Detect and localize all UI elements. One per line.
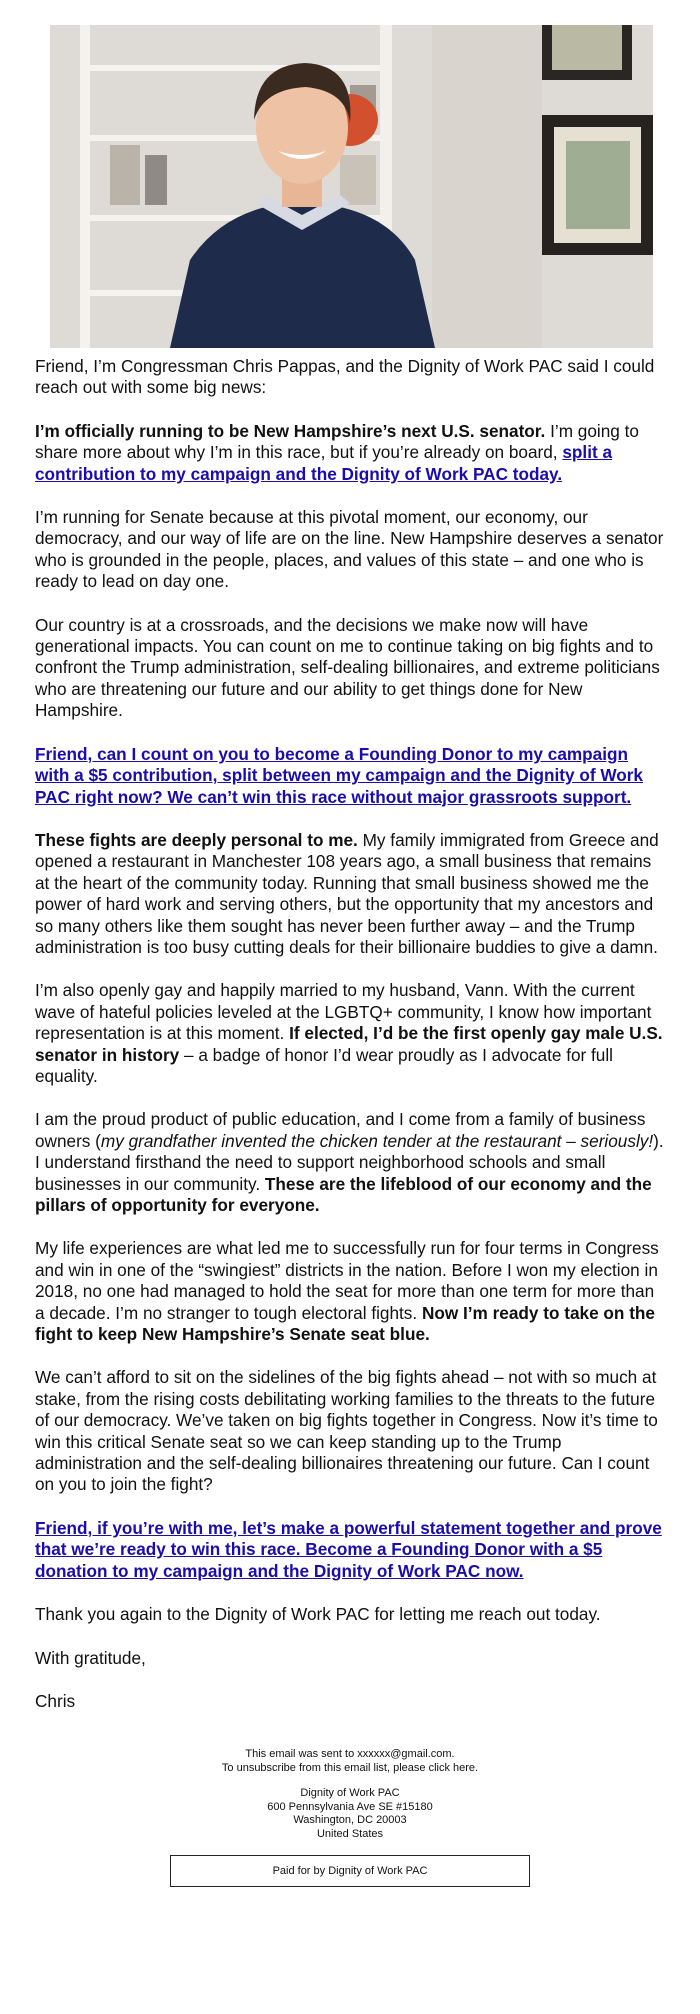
crossroads-paragraph: Our country is at a crossroads, and the decisions we make now will have generational impacts. You can count on me to continue taking on big fights and to confront the Trump administration, self-dealing billionaires, and extreme politicians who are threatening our future and our ability to get things done for New Hampshire.: [35, 614, 660, 721]
split-contribution-link[interactable]: split a contribution to my campaign and the Dignity of Work PAC today.: [35, 442, 613, 484]
unsubscribe-suffix: .: [475, 1761, 479, 1774]
personal-text: My family immigrated from Greece and opened a restaurant in Manchester 108 years ago, a small business that remains at the heart of the community today. Running that small business showed me the power of hard work and serving others, but the opportunity that my ancestors and so many others like them sought has never been further away – and the Trump administration is too busy cutting deals for their billionaire buddies to give a damn.: [35, 829, 659, 957]
email-body: [0, 356, 700, 1712]
email-footer: [0, 1748, 700, 1887]
unsubscribe-link[interactable]: click here: [428, 1761, 476, 1774]
address-line-2: Washington, DC 20003: [293, 1814, 407, 1827]
equality-bold: If elected, I’d be the first openly gay male U.S. senator in history: [35, 1023, 663, 1065]
footer-unsubscribe-block: [0, 1748, 700, 1775]
education-text-2: ). I understand firsthand the need to support neighborhood schools and small businesses in our community.: [35, 1130, 664, 1194]
education-bold: These are the lifeblood of our economy and the pillars of opportunity for everyone.: [35, 1173, 652, 1215]
closing-line: With gratitude,: [35, 1647, 146, 1668]
equality-text-2: – a badge of honor I’d wear proudly as I advocate for full equality.: [35, 1044, 613, 1086]
powerful-statement-cta-paragraph: [35, 1518, 665, 1582]
education-paragraph: [35, 1109, 665, 1216]
org-name: Dignity of Work PAC: [300, 1787, 400, 1800]
education-text-1: I am the proud product of public education, and I come from a family of business owners (: [35, 1109, 646, 1151]
unsubscribe-line: [0, 1762, 700, 1776]
announcement-paragraph: [35, 421, 665, 485]
donate-now-link[interactable]: Friend, if you’re with me, let’s make a powerful statement together and prove that we’re ready to win this race. Become a Founding Donor with a $5 donation to my campaign and the Dignity of Work PAC now.: [35, 1517, 662, 1581]
address-line-1: 600 Pennsylvania Ave SE #15180: [267, 1800, 433, 1813]
hero-photo: [50, 25, 653, 348]
announcement-bold: I’m officially running to be New Hampshire’s next U.S. senator.: [35, 420, 546, 441]
footer-address-block: [0, 1787, 700, 1841]
signature: Chris: [35, 1690, 76, 1711]
experience-bold: Now I’m ready to take on the fight to keep New Hampshire’s Senate seat blue.: [35, 1302, 655, 1345]
personal-paragraph: [35, 830, 665, 958]
equality-text-1: I’m also openly gay and happily married to my husband, Vann. With the current wave of hateful policies leveled at the LGBTQ+ community, I know how important representation is at this moment.: [35, 980, 652, 1044]
intro-paragraph: Friend, I’m Congressman Chris Pappas, and the Dignity of Work PAC said I could reach out with some big news:: [35, 356, 655, 398]
paid-for-disclaimer: Paid for by Dignity of Work PAC: [170, 1855, 530, 1887]
email-page: [0, 25, 700, 1887]
portrait-image: [50, 25, 653, 348]
announcement-text: I’m going to share more about why I’m in this race, but if you’re already on board,: [35, 420, 639, 463]
equality-paragraph: [35, 980, 665, 1087]
personal-bold: These fights are deeply personal to me.: [35, 829, 358, 850]
unsubscribe-prefix: To unsubscribe from this email list, please: [221, 1761, 429, 1774]
education-italic: my grandfather invented the chicken tender at the restaurant – seriously!: [100, 1130, 654, 1151]
founding-donor-cta-paragraph: [35, 744, 665, 808]
address-country: United States: [316, 1827, 384, 1840]
experience-paragraph: [35, 1238, 665, 1345]
senate-reason-paragraph: I’m running for Senate because at this pivotal moment, our economy, our democracy, and our way of life are on the line. New Hampshire deserves a senator who is grounded in the people, places, and values of this state – and one who is ready to lead on day one.: [35, 507, 664, 592]
experience-text: My life experiences are what led me to successfully run for four terms in Congress and win in one of the “swingiest” districts in the nation. Before I won my election in 2018, no one had managed to hold the seat for more than one term for more than a decade. I’m no stranger to tough electoral fights.: [35, 1238, 659, 1323]
thanks-paragraph: Thank you again to the Dignity of Work PAC for letting me reach out today.: [35, 1604, 601, 1625]
sidelines-paragraph: We can’t afford to sit on the sidelines of the big fights ahead – not with so much at stake, from the rising costs debilitating working families to the threats to the future of our democracy. We’ve taken on big fights together in Congress. Now it’s time to win this critical Senate seat so we can keep standing up to the Trump administration and the self-dealing billionaires threatening our future. Can I count on you to join the fight?: [35, 1367, 658, 1495]
sent-to-line: [0, 1748, 700, 1762]
sent-to-prefix: This email was sent to: [245, 1748, 358, 1761]
recipient-email: xxxxxx@gmail.com.: [357, 1748, 455, 1761]
founding-donor-link[interactable]: Friend, can I count on you to become a Founding Donor to my campaign with a $5 contribution, split between my campaign and the Dignity of Work PAC right now? We can’t win this race without major grassroots support.: [35, 743, 643, 807]
